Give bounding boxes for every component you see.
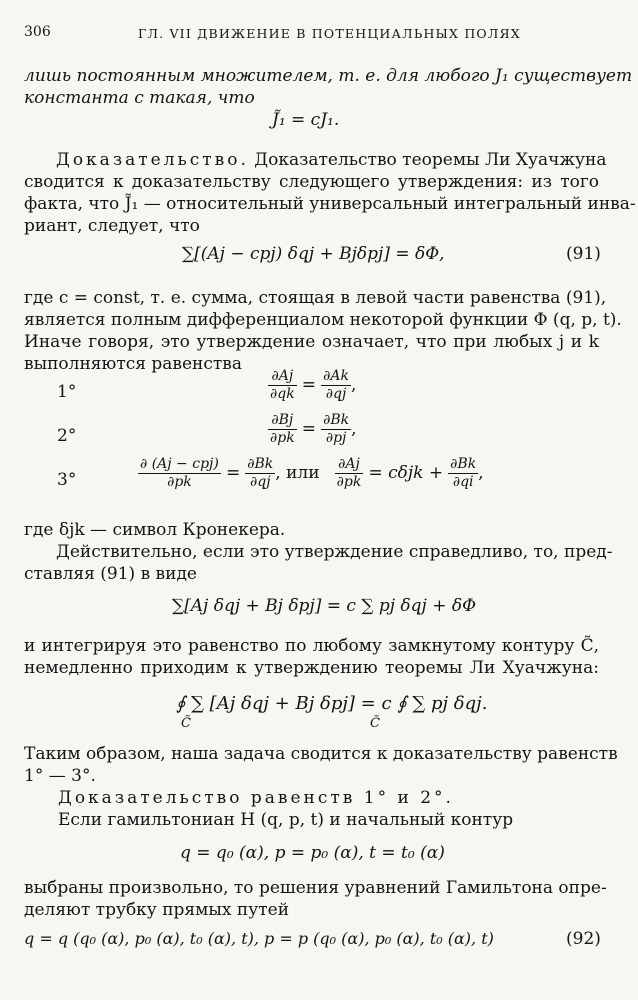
proof-heading: Доказательство.	[56, 150, 249, 170]
fraction: $\frac{\partial Aj}{\partial qk}$	[270, 368, 295, 402]
running-title: ГЛ. VII ДВИЖЕНИЕ В ПОТЕНЦИАЛЬНЫХ ПОЛЯХ	[138, 26, 521, 41]
intro-line: лишь постоянным множителем, т. е. для любого J₁ существует	[24, 66, 633, 86]
fraction: $\frac{\partial Bk}{\partial qi}$	[450, 456, 477, 490]
fraction: $\frac{\partial Bk}{\partial qj}$	[247, 456, 274, 490]
condition-label-3: 3°	[57, 470, 77, 490]
fraction: $\frac{\partial Aj}{\partial pk}$	[336, 456, 362, 490]
equation-92: q = q (q₀ (α), p₀ (α), t₀ (α), t), p = p (q₀ (α), p₀ (α), t₀ (α), t)	[24, 929, 494, 948]
proof12-heading: Доказательство равенств 1° и 2°.	[58, 788, 454, 808]
proof-line: риант, следует, что	[24, 216, 200, 236]
proof-line: факта, что J̃₁ — относительный универсальный интегральный инва-	[24, 194, 636, 214]
condition-3: $\frac{\text{∂ (Aj − cpj)}}{\partial pk}$ = $\frac{\partial Bk}{\partial qj}$ , или $\frac{\partial Aj}{\partial pk}$ = cδjk + $\frac{\partial Bk}{\partial qi}$ ,	[140, 456, 484, 490]
equation-91: ∑[(Aj − cpj) δqj + Bjδpj] = δΦ,	[182, 244, 445, 264]
condition-1: $\frac{\partial Aj}{\partial qk}$ = $\frac{\partial Ak}{\partial qj}$ ,	[270, 368, 357, 402]
condition-2: $\frac{\partial Bj}{\partial pk}$ = $\frac{\partial Bk}{\partial pj}$ ,	[270, 412, 357, 446]
equation-contour-initial: q = q₀ (α), p = p₀ (α), t = t₀ (α)	[180, 843, 445, 863]
equation-contour: ∮ ∑ [Aj δqj + Bj δpj] = c ∮ ∑ pj δqj.	[176, 693, 488, 714]
indeed-line: немедленно приходим к утверждению теоремы Ли Хуачжуна:	[24, 658, 599, 678]
intro-equation: J̃₁ = cJ₁.	[272, 110, 340, 130]
intro-line: константа c такая, что	[24, 88, 255, 108]
thus-line: 1° — 3°.	[24, 766, 96, 786]
proof-line: Доказательство теоремы Ли Хуачжуна	[254, 150, 607, 170]
proof-paragraph-line-1	[56, 149, 607, 171]
proof-line: Иначе говоря, это утверждение означает, что при любых j и k	[24, 332, 599, 352]
equation-number-92: (92)	[566, 929, 601, 949]
indeed-line: ставляя (91) в виде	[24, 564, 197, 584]
fraction: $\frac{\partial Bk}{\partial pj}$	[323, 412, 350, 446]
proof12-line: выбраны произвольно, то решения уравнений Гамильтона опре-	[24, 878, 607, 898]
fraction: $\frac{\text{∂ (Aj − cpj)}}{\partial pk}$	[140, 456, 219, 490]
proof-line: выполняются равенства	[24, 354, 242, 374]
equation-sum: ∑[Aj δqj + Bj δpj] = c ∑ pj δqj + δΦ	[172, 596, 477, 616]
indeed-line: и интегрируя это равенство по любому замкнутому контуру C̃,	[24, 636, 599, 656]
contour-subscript: C̃	[181, 716, 191, 731]
condition-label-1: 1°	[57, 382, 77, 402]
proof12-line: Если гамильтониан H (q, p, t) и начальный контур	[58, 810, 514, 830]
proof-line: где c = const, т. е. сумма, стоящая в левой части равенства (91),	[24, 288, 607, 308]
kronecker-line: где δjk — символ Кронекера.	[24, 520, 286, 540]
proof12-line: деляют трубку прямых путей	[24, 900, 290, 920]
indeed-line: Действительно, если это утверждение справедливо, то, пред-	[56, 542, 613, 562]
equation-number-91: (91)	[566, 244, 601, 264]
condition-label-2: 2°	[57, 426, 77, 446]
page-number: 306	[24, 24, 51, 40]
fraction: $\frac{\partial Ak}{\partial qj}$	[323, 368, 349, 402]
fraction: $\frac{\partial Bj}{\partial pk}$	[270, 412, 295, 446]
proof-line: является полным дифференциалом некоторой функции Φ (q, p, t).	[24, 310, 622, 330]
thus-line: Таким образом, наша задача сводится к доказательству равенств	[24, 744, 618, 764]
proof-line: сводится к доказательству следующего утверждения: из того	[24, 172, 599, 192]
contour-subscript: C̃	[370, 716, 380, 731]
